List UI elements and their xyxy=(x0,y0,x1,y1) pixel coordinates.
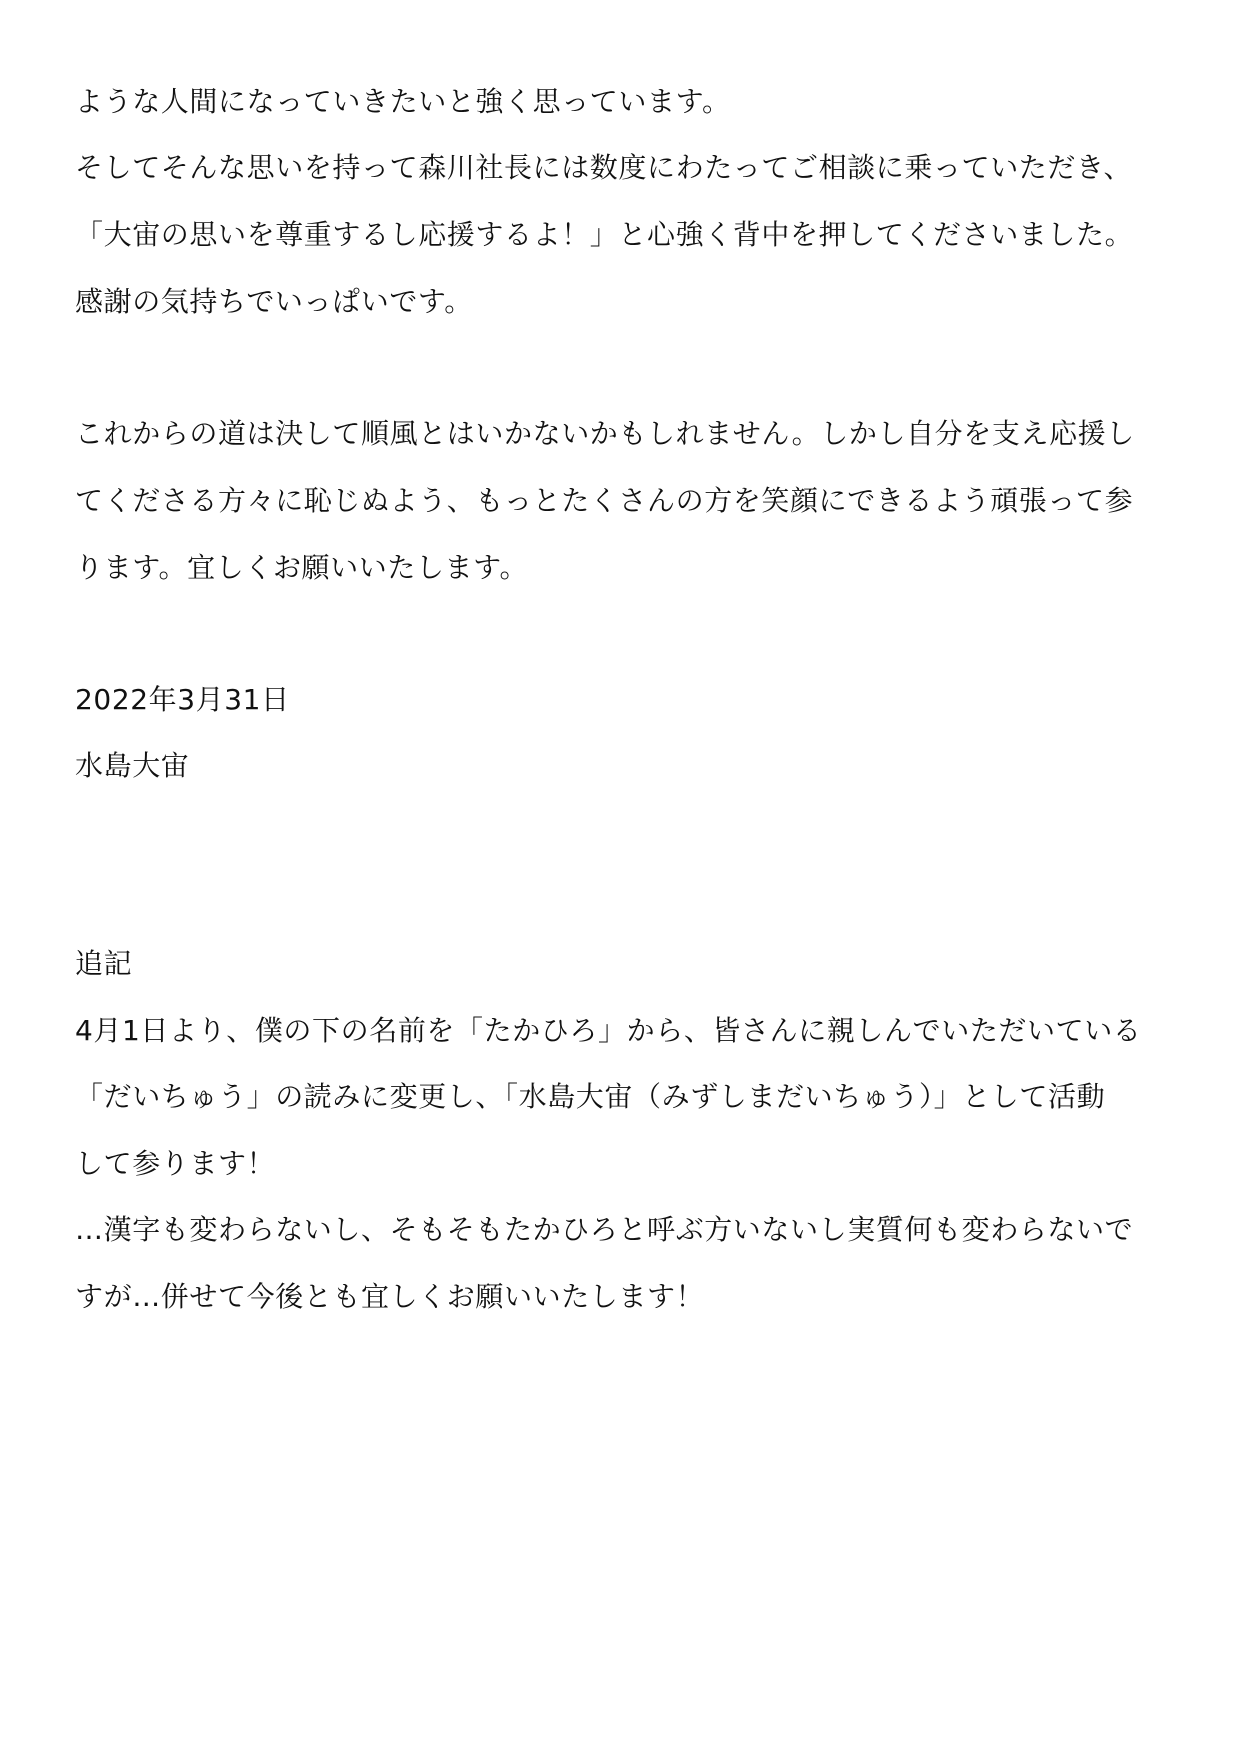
paragraph-1-line-4: 感謝の気持ちでいっぱいです。 xyxy=(75,285,473,318)
postscript-heading: 追記 xyxy=(75,947,133,980)
paragraph-2-line-1: これからの道は決して順風とはいかないかもしれません。しかし自分を支え応援し xyxy=(75,417,1135,450)
paragraph-2-line-2: てくださる方々に恥じぬよう、もっとたくさんの方を笑顔にできるよう頑張って参 xyxy=(75,484,1134,517)
paragraph-1-line-2: そしてそんな思いを持って森川社長には数度にわたってご相談に乗っていただき、 xyxy=(75,151,1133,184)
postscript-line-1: 4月1日より、僕の下の名前を「たかひろ」から、皆さんに親しんでいただいている xyxy=(75,1014,1142,1047)
paragraph-2-line-3: ります。宜しくお願いいたします。 xyxy=(75,551,529,584)
signature-name: 水島大宙 xyxy=(75,749,190,782)
postscript-line-2: 「だいちゅう」の読みに変更し、「水島大宙（みずしまだいちゅう）」として活動 xyxy=(75,1080,1106,1113)
paragraph-1-line-3: 「大宙の思いを尊重するし応援するよ！」と心強く背中を押してくださいました。 xyxy=(75,218,1134,251)
signature-date: 2022年3月31日 xyxy=(75,683,290,716)
paragraph-1-line-1: ような人間になっていきたいと強く思っています。 xyxy=(75,85,731,118)
postscript-line-4: …漢字も変わらないし、そもそもたかひろと呼ぶ方いないし実質何も変わらないで xyxy=(75,1213,1134,1246)
postscript-line-5: すが…併せて今後とも宜しくお願いいたします！ xyxy=(75,1280,705,1313)
postscript-line-3: して参ります！ xyxy=(75,1147,276,1180)
